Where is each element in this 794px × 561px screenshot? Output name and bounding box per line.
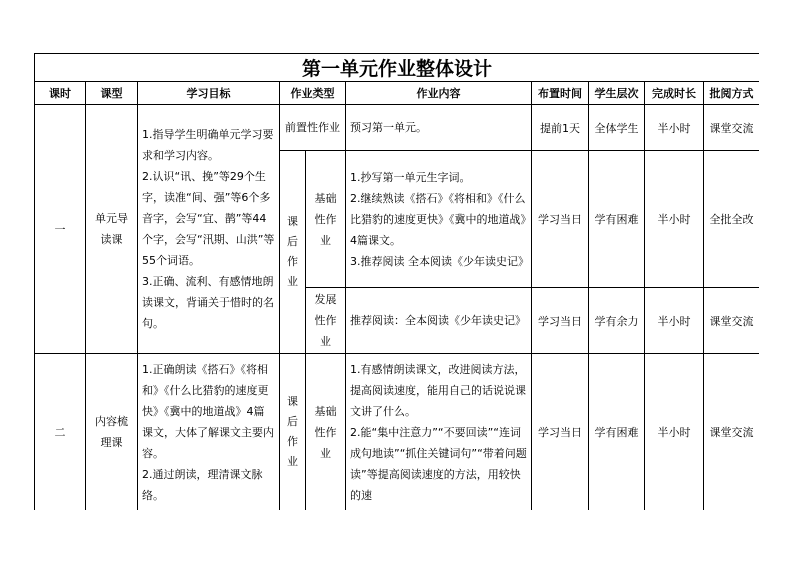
review-method: 课堂交流 — [704, 105, 760, 151]
table-row — [35, 105, 760, 151]
after-class-label: 课后作业 — [280, 354, 306, 511]
student-level: 学有困难 — [589, 151, 645, 288]
homework-content: 推荐阅读：全本阅读《少年读史记》 — [346, 288, 532, 354]
homework-category: 前置性作业 — [280, 105, 346, 151]
table-title: 第一单元作业整体设计 — [35, 54, 760, 82]
lesson-type: 内容梳理课 — [86, 354, 138, 511]
header-duration: 完成时长 — [645, 82, 704, 105]
document-page — [34, 53, 759, 510]
duration: 半小时 — [645, 151, 704, 288]
goal-item: 2.通过朗读，理清课文脉络。 — [142, 467, 263, 502]
learning-goals — [138, 105, 280, 354]
header-content: 作业内容 — [346, 82, 532, 105]
homework-category: 基础性作业 — [306, 151, 346, 288]
header-homework-type: 作业类型 — [280, 82, 346, 105]
student-level: 全体学生 — [589, 105, 645, 151]
review-method: 课堂交流 — [704, 354, 760, 511]
homework-category: 基础性作业 — [306, 354, 346, 511]
lesson-type: 单元导读课 — [86, 105, 138, 354]
goal-item: 1.正确朗读《搭石》《将相和》《什么比猎豹的速度更快》《冀中的地道战》4篇课文，大体了解课文主要内容。 — [142, 362, 274, 460]
assign-time: 学习当日 — [532, 151, 589, 288]
duration: 半小时 — [645, 105, 704, 151]
goal-item: 3.正确、流利、有感情地朗读课文，背诵关于惜时的名句。 — [142, 275, 274, 330]
goal-item: 1.指导学生明确单元学习要求和学习内容。 — [142, 128, 274, 162]
assignment-table — [34, 53, 759, 510]
goal-item: 2.认识“讯、挽”等29个生字，读准“间、强”等6个多音字，会写“宜、鹊”等44个字，会写“汛期、山洪”等55个词语。 — [142, 170, 275, 267]
homework-content — [346, 151, 532, 288]
student-level: 学有困难 — [589, 354, 645, 511]
student-level: 学有余力 — [589, 288, 645, 354]
duration: 半小时 — [645, 354, 704, 511]
header-review: 批阅方式 — [704, 82, 760, 105]
header-type: 课型 — [86, 82, 138, 105]
header-row — [35, 82, 760, 105]
review-method: 课堂交流 — [704, 288, 760, 354]
homework-category: 发展性作业 — [306, 288, 346, 354]
content-item: 2.继续熟读《搭石》《将相和》《什么比猎豹的速度更快》《冀中的地道战》4篇课文。 — [350, 191, 526, 247]
header-student-level: 学生层次 — [589, 82, 645, 105]
content-item: 1.抄写第一单元生字词。 — [350, 170, 471, 184]
learning-goals — [138, 354, 280, 511]
review-method: 全批全改 — [704, 151, 760, 288]
content-item: 2.能“集中注意力”“不要回读”“连词成句地读”“抓住关键词句”“带着问题读”等提高阅读速度的方法，用较快的速 — [350, 425, 527, 502]
assign-time: 学习当日 — [532, 354, 589, 511]
table-row — [35, 354, 760, 511]
content-item: 3.推荐阅读 全本阅读《少年读史记》 — [350, 254, 529, 268]
header-goals: 学习目标 — [138, 82, 280, 105]
header-assign-time: 布置时间 — [532, 82, 589, 105]
content-item: 1.有感情朗读课文，改进阅读方法，提高阅读速度，能用自己的话说说课文讲了什么。 — [350, 362, 526, 418]
lesson-number: 一 — [35, 105, 86, 354]
duration: 半小时 — [645, 288, 704, 354]
assign-time: 学习当日 — [532, 288, 589, 354]
homework-content — [346, 354, 532, 511]
lesson-number: 二 — [35, 354, 86, 511]
header-lesson: 课时 — [35, 82, 86, 105]
after-class-label: 课后作业 — [280, 151, 306, 354]
assign-time: 提前1天 — [532, 105, 589, 151]
homework-content: 预习第一单元。 — [346, 105, 532, 151]
